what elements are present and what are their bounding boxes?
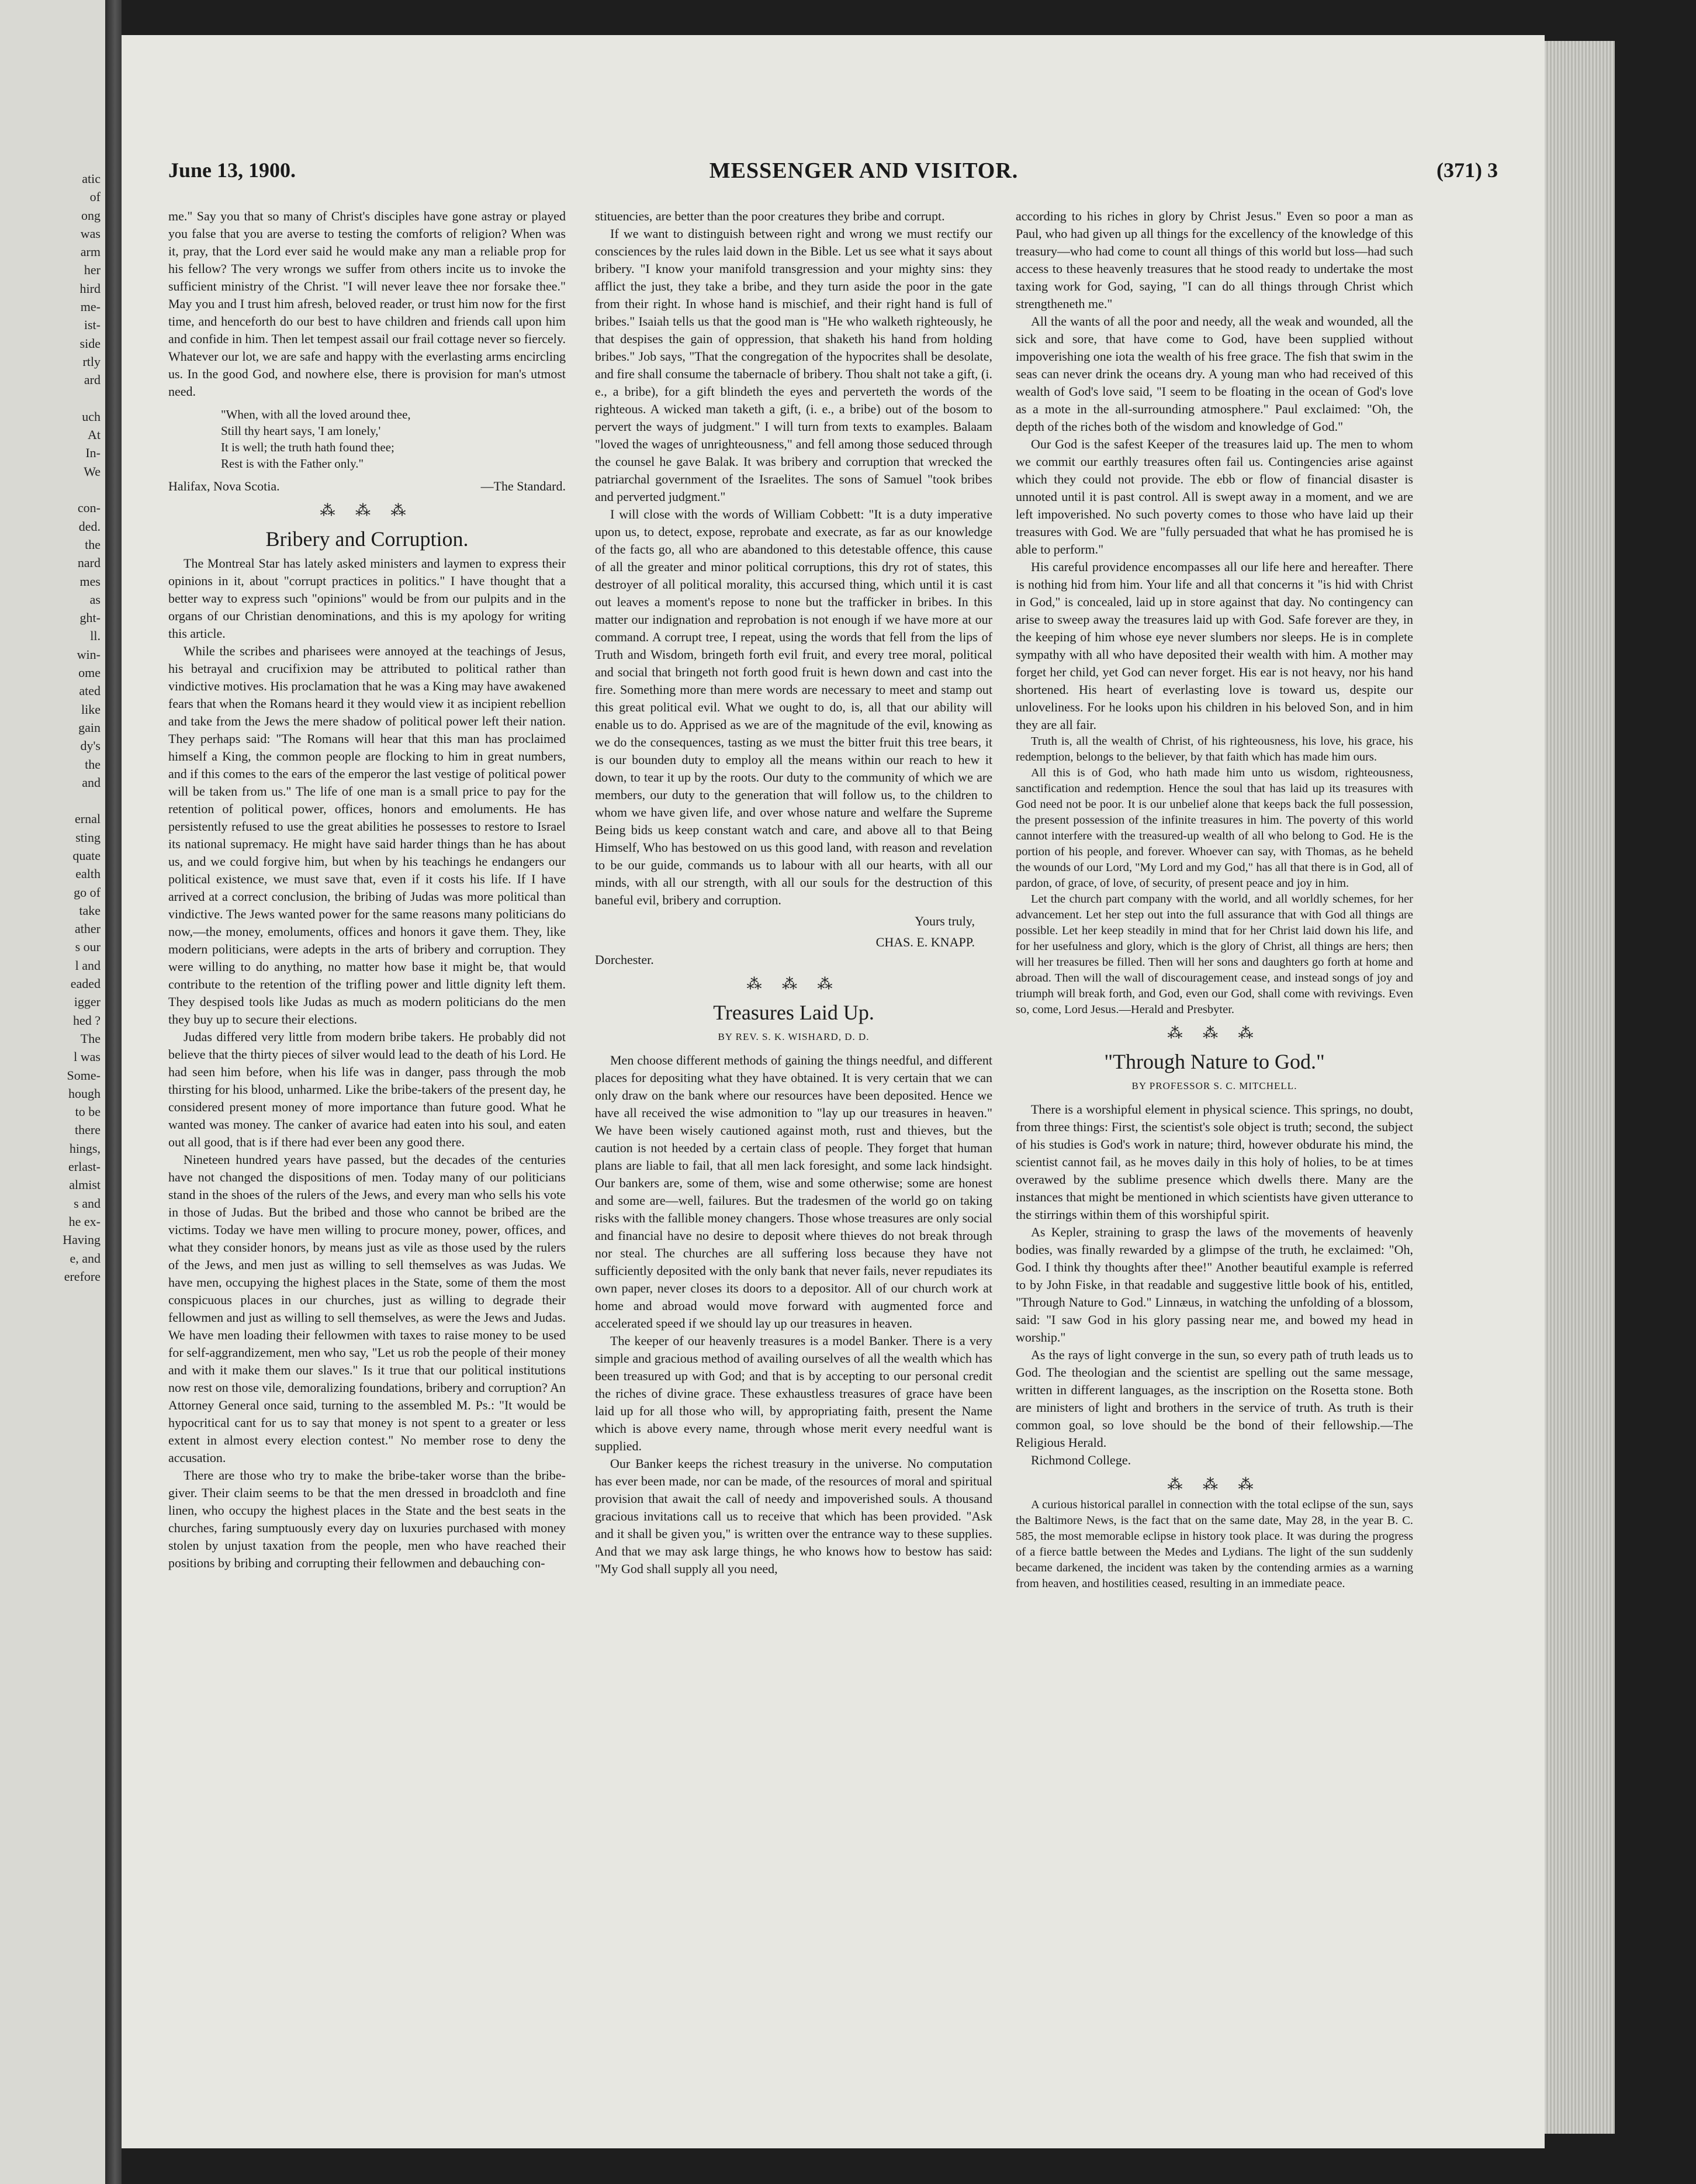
header-title: MESSENGER AND VISITOR. — [709, 158, 1019, 183]
paragraph: Our Banker keeps the richest treasury in the universe. No computation has ever been made, nor can be made, of the resources of moral and spiritual provision that await the call of needy and impoverished souls. A thousand gracious invitations call us to receive that which has been provided. "Ask and it shall be given you," is written over the entrance way to these supplies. And that we may ask large things, he who knows how to bestow has said: "My God shall supply all you need, — [595, 1456, 992, 1576]
paragraph: Truth is, all the wealth of Christ, of his righteousness, his love, his grace, his redemption, belongs to the believer, by that faith which has made him ours. — [1016, 735, 1413, 763]
place-name: Richmond College. — [1031, 1453, 1131, 1467]
paragraph: according to his riches in glory by Christ Jesus." Even so poor a man as Paul, who had given up all things for the excellency of the knowledge of this treasury—who had come to count all things of this world but loss—had such access to these heavenly treasures that he stood ready to undertake the most taxing work for God, saying, "I can do all things through Christ which strengtheneth me." — [1016, 209, 1413, 311]
article-heading: Treasures Laid Up. — [713, 1001, 874, 1024]
byline: BY REV. S. K. WISHARD, D. D. — [718, 1031, 870, 1042]
paragraph: There is a worshipful element in physical science. This springs, no doubt, from three things: First, the scientist's sole object is truth; second, the subject of his studies is God's work in nature; third, however obdurate his mind, the scientist cannot fail, as he moves daily in this holy of holies, to be at times overawed by the sublime presence which dwells there. Many are the instances that might be mentioned in which scientists have given utterance to the stirrings within them of this worshipful spirit. — [1016, 1102, 1413, 1222]
paragraph: me." Say you that so many of Christ's disciples have gone astray or played you false that you are averse to testing the comforts of religion? When was it, pray, that the Lord ever said he would make any man a reliable prop for his fellow? The very wrongs we suffer from others incite us to invoke the sufficient ministry of the Christ. "I will never leave thee nor forsake thee." May you and I trust him afresh, beloved reader, or trust him now for the first time, and henceforth do our best to have children and friends call upon him and confide in him. Then let tempest assail our frail cottage never so fiercely. Whatever our lot, we are safe and happy with the everlasting arms encircling us. In the good God, and nowhere else, there is provision for man's utmost need. — [168, 209, 566, 399]
page-header — [122, 158, 1545, 193]
paragraph: The Montreal Star has lately asked ministers and laymen to express their opinions in it, about "corrupt practices in politics." I have thought that a better way to express such "opinions" would be from our pulpits and in the organs of our Christian denominations, and this is my apology for writing this article. — [168, 556, 566, 641]
closing: Yours truly, — [915, 914, 975, 928]
paragraph: A curious historical parallel in connection with the total eclipse of the sun, says the Baltimore News, is the fact that on the same date, May 28, in the year B. C. 585, the most memorable eclipse in history took place. It was during the progress of a fierce battle between the Medes and Lydians. The light of the sun suddenly became darkened, the incident was taken by the contending armies as a warning from heaven, and hostilities ceased, resulting in an immediate peace. — [1016, 1498, 1413, 1590]
place-name: Halifax, Nova Scotia. — [168, 479, 280, 493]
poem-line: It is well; the truth hath found thee; — [221, 440, 394, 454]
place-name: Dorchester. — [595, 952, 654, 967]
signature: CHAS. E. KNAPP. — [875, 935, 975, 949]
paragraph: As Kepler, straining to grasp the laws of the movements of heavenly bodies, was finally rewarded by a glimpse of the truth, he exclaimed: "Oh, God. I think thy thoughts after thee!" Another beautiful example is referred to by John Fiske, in that readable and suggestive little book of his, entitled, "Through Nature to God." Linnæus, in watching the unfolding of a blossom, said: "I saw God in his glory passing near me, and bowed my head in worship." — [1016, 1225, 1413, 1345]
ornament: ⁂ ⁂ ⁂ — [320, 502, 414, 519]
page-stack-edge — [1545, 41, 1615, 2134]
ornament: ⁂ ⁂ ⁂ — [1167, 1025, 1262, 1042]
paragraph: All the wants of all the poor and needy, all the weak and wounded, all the sick and sore, that have come to God, have been supplied without impoverishing one iota the wealth of his free grace. The fish that swim in the seas can never drink the oceans dry. A young man who had received of this wealth of God's love said, "I seem to be floating in the ocean of God's love as a mote in the all-surrounding atmosphere." Paul exclaimed: "Oh, the depth of the riches both of the wisdom and knowledge of God." — [1016, 314, 1413, 434]
source-credit: —The Standard. — [480, 479, 566, 493]
ornament: ⁂ ⁂ ⁂ — [746, 976, 841, 993]
byline: BY PROFESSOR S. C. MITCHELL. — [1131, 1080, 1297, 1091]
adjacent-page-text: atic of ong was arm her hird me- ist- side rtly ard uch At In- We con- ded. the nard mes as ght- ll. win- ome ated like gain dy's the and ernal sting quate ealth go of take ather s our l and eaded igger hed ? The l was Some- hough to be there hings, erlast- almist s and he ex- Having e, and erefore — [63, 171, 101, 1284]
binding-gutter — [105, 0, 122, 2184]
paragraph: All this is of God, who hath made him unto us wisdom, righteousness, sanctification and redemption. Hence the soul that has laid up its treasures with God need not be poor. It is our unbelief alone that keeps back the full possession, the present possession of the infinite treasures in him. The poverty of this world cannot interfere with the treasured-up wealth of all who belong to God. He is the portion of his people, and forever. Whoever can say, with Thomas, as he beheld the wounds of our Lord, "My Lord and my God," has all that there is in God, all of pardon, of grace, of love, of security, of present peace and joy in him. — [1016, 766, 1413, 890]
paragraph: If we want to distinguish between right and wrong we must rectify our consciences by the rules laid down in the Bible. Let us see what it says about bribery. "I know your manifold transgression and your mighty sins: they afflict the just, they take a bribe, and they turn aside the poor in the gate from their right. In whose hand is mischief, and their right hand is full of bribes." Isaiah tells us that the good man is "He who walketh righteously, he that despises the gain of oppression, that shaketh his hand from holding bribes." Job says, "That the congregation of the hypocrites shall be desolate, and fire shall consume the tabernacle of bribery. Thou shalt not take a gift, (i. e., a bribe), for a gift blindeth the eyes and perverteth the words of the righteous. A wicked man taketh a gift, (i. e., a bribe) out of the bosom to pervert the ways of judgment." I will turn from texts to examples. Balaam "loved the wages of unrighteousness," and fell among those seduced through the counsel he gave Balak. It was bribery and corruption that wrecked the patriarchal government of the Israelites. The sons of Samuel "took bribes and perverted judgment." — [595, 226, 992, 504]
poem — [168, 406, 566, 472]
article-heading: Bribery and Corruption. — [265, 527, 469, 551]
article-heading: "Through Nature to God." — [1104, 1050, 1325, 1073]
paragraph: As the rays of light converge in the sun, so every path of truth leads us to God. The theologian and the scientist are spelling out the same message, written in different languages, as the inscription on the Rosetta stone. Both are ministers of light and brothers in the service of truth. As truth is their common goal, so love should be the bond of their fellowship.—The Religious Herald. — [1016, 1347, 1413, 1450]
dateline — [168, 478, 566, 495]
paragraph: Men choose different methods of gaining the things needful, and different places for depositing what they have obtained. It is very certain that we can only draw on the bank where our resources have been deposited. Hence we have all received the wise admonition to "lay up our treasures in heaven." We have been wisely cautioned against moth, rust and thieves, but the caution is not heeded by a certain class of people. They forget that human plans are liable to fail, that all men lack foresight, and some lack hindsight. Our bankers are, some of them, wise and some otherwise; some are honest and some are—well, failures. But the tradesmen of the world go on taking risks with the fallible money changers. Those whose treasures are only social and financial have no desire to deposit where thieves do not break through nor steal. The churches are all suffering loss because they have not sufficiently deposited with the only bank that never fails, never repudiates its own paper, never closes its doors to a depositor. All of our church work at home and abroad would move forward with augmented force and accelerated speed if we should lay up our treasures in heaven. — [595, 1053, 992, 1331]
paragraph: While the scribes and pharisees were annoyed at the teachings of Jesus, his betrayal and crucifixion may be attributed to political rather than vindictive motives. His proclamation that he was a King may have awakened fears that when the Romans heard it they would view it as incipient rebellion and take from the Jews the mere shadow of political power left their nation. They perhaps said: "The Romans will hear that this man has proclaimed himself a King, the common people are flocking to him in great numbers, and if this comes to the ears of the emperor the last vestige of political power will be taken from us." The life of one man is a small price to pay for the retention of political power, offices, honors and emoluments. He has persistently refused to use the great abilities he possesses to restore to Israel its national supremacy. He might have said harder things than he has about us, and we could forgive him, but when by his teachings he endangers our political existence, we must save that, even if it costs his life. If I have arrived at a correct conclusion, the bribing of Judas was more political than vindictive. The Jews wanted power for the same reasons many politicians do now,—the money, emoluments, offices and honors it gave them. They, like modern politicians, were adepts in the arts of bribery and corruption. They were willing to do anything, no matter how base it might be, that would contribute to the retention of the trifling power and little dignity left them. They despised tools like Judas as much as modern politicians do the men they buy up to secure their elections. — [168, 644, 566, 1027]
poem-line: Rest is with the Father only." — [221, 457, 364, 471]
paragraph: There are those who try to make the bribe-taker worse than the bribe-giver. Their claim seems to be that the men dressed in broadcloth and fine linen, who occupy the highest places in the State and the best seats in the churches, faring sumptuously every day on luxuries purchased with money stolen by unjust taxation from the people, men who have reached their positions by bribing and corrupting their fellowmen and debauching con- — [168, 1468, 566, 1570]
column-1 — [168, 208, 566, 2119]
header-date: June 13, 1900. — [168, 158, 296, 182]
header-page-number: (371) 3 — [1437, 158, 1498, 182]
column-3 — [1016, 208, 1413, 2119]
paragraph: The keeper of our heavenly treasures is a model Banker. There is a very simple and gracious method of availing ourselves of all the wealth which has been treasured up with God; and that is by accepting to our personal credit the riches of divine grace. These exhaustless treasures of grace have been laid up for all those who will, by appropriating faith, present the Name which is above every name, through whose merit every needful want is supplied. — [595, 1333, 992, 1453]
paragraph: Nineteen hundred years have passed, but the decades of the centuries have not changed the dispositions of men. Today many of our politicians stand in the shoes of the rulers of the Jews, and every man who sells his vote in those of Judas. But the bribed and those who cannot be bribed are the victims. Today we have men willing to procure money, power, offices, and what they consider honors, by means just as vile as those used by the rulers of the Jews, and men just as willing to sell themselves as was Judas. We have men, occupying the highest places in the State, some of them the most conspicuous places in our churches, just as willing to degrade their fellowmen and just as willing to sell themselves, as were the Jews and Judas. We have men loading their fellowmen with taxes to raise money to be used for self-aggrandizement, men who say, "Let us rob the people of their money and with it make them our slaves." Is it true that our political institutions now rest on those vile, demoralizing foundations, bribery and corruption? An Attorney General once said, turning to the assembled M. Ps.: "It would be hypocritical cant for us to say that money is not spent to a greater or less extent in almost every election contest." No member rose to deny the accusation. — [168, 1152, 566, 1465]
poem-line: "When, with all the loved around thee, — [221, 407, 411, 421]
ornament: ⁂ ⁂ ⁂ — [1167, 1476, 1262, 1493]
column-2 — [595, 208, 992, 2119]
paragraph: Let the church part company with the world, and all worldly schemes, for her advancement. Let her step out into the full assurance that with God all things are possible. Let her keep steadily in mind that for her Christ laid down his life, and for her usefulness and glory, which is the glory of Christ, all things are hers; then will her treasures be filled. Then will her sons and daughters go forth at home and abroad. Then will the wall of discouragement cease, and instead songs of joy and triumph will break forth, and God, even our God, shall come with revivings. Even so, come, Lord Jesus.—Herald and Presbyter. — [1016, 893, 1413, 1016]
adjacent-page-fragment — [0, 0, 105, 2184]
paragraph: His careful providence encompasses all our life here and hereafter. There is nothing hid from him. Your life and all that concerns it "is hid with Christ in God," is concealed, laid up in store against that day. No contingency can arise to sweep away the treasures laid up with God. Safe forever are they, in the keeping of him whose eye never slumbers nor sleeps. He is in complete sympathy with all who have deposited their wealth with him. A mother may forget her child, yet God can never forget. His ear is not heavy, nor his hand shortened. His heart of everlasting love is toward us, despite our unloveliness. For he looks upon his children in his beloved Son, and in him they are all fair. — [1016, 559, 1413, 732]
paragraph: Judas differed very little from modern bribe takers. He probably did not believe that the thirty pieces of silver would lead to the death of his Lord. He had seen him before, when his life was in danger, pass through the mob thirsting for his blood, unharmed. Like the bribe-takers of the present day, he considered present money of more importance than future good. What he wanted was money. The canker of avarice had eaten into his soul, and eaten out all good, that is if there had ever been any good there. — [168, 1029, 566, 1149]
paragraph: Our God is the safest Keeper of the treasures laid up. The men to whom we commit our earthly treasures often fail us. Contingencies arise against which they could not provide. The ebb or flow of financial disaster is unnoted until it is past control. All is swept away in a moment, and we are left impoverished. No such poverty comes to those who have laid up their treasures with God. We are "fully persuaded that what he has promised he is able to perform." — [1016, 437, 1413, 557]
paragraph: stituencies, are better than the poor creatures they bribe and corrupt. — [595, 209, 945, 223]
paragraph: I will close with the words of William Cobbett: "It is a duty imperative upon us, to detect, expose, reprobate and execrate, as far as our knowledge of the facts go, all who are abandoned to this detestable offence, this cause of all the greater and minor political corruptions, this dry rot of states, this destroyer of all political morality, this accursed thing, which until it is cast out leaves a moment's repose to none but the trafficker in bribes. In this matter our indignation and reprobation is not enough if we have more at our command. A corrupt tree, I repeat, using the words that fell from the lips of Truth and Wisdom, bringeth forth evil fruit, and every tree moral, political and social that bringeth not forth good fruit is hewn down and cast into the fire. Something more than mere words are necessary to meet and stamp out this great political evil. What we ought to do, is, all that our ability will enable us to do. Apprised as we are of the magnitude of the evil, knowing as we do the consequences, tasting as we must the bitter fruit this tree bears, it is our bounden duty to employ all the means within our reach to hew it down, to tear it up by the roots. Our duty to the community of which we are members, our duty to the generation that will follow us, to the children to whom we have given life, and over whose nature and welfare the Supreme Being bids us keep constant watch and care, and above all to that Being Himself, Who has bestowed on us this good land, with reason and revelation to be our guide, commands us to labour with all our hearts, with all our minds, with all our strength, with all our souls for the destruction of this baneful evil, bribery and corruption. — [595, 507, 992, 907]
newspaper-page — [122, 35, 1545, 2148]
poem-line: Still thy heart says, 'I am lonely,' — [221, 424, 381, 438]
